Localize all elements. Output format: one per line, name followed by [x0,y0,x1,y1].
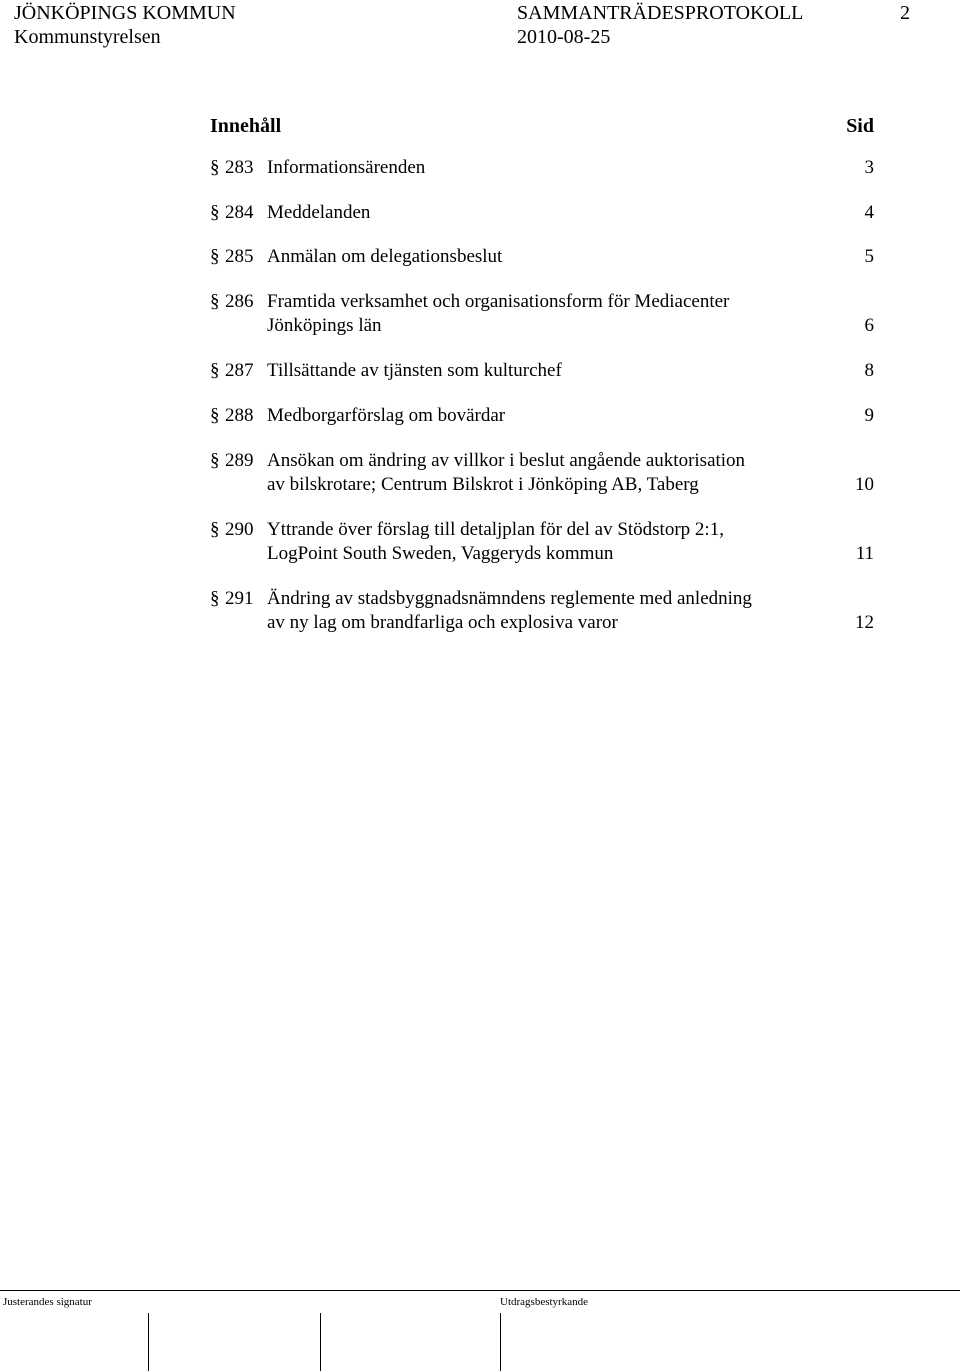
item-number: 291 [225,587,254,609]
item-title-line: Informationsärenden [267,157,426,178]
toc-items [210,156,874,635]
item-page: 12 [855,611,874,633]
item-title-line: av bilskrotare; Centrum Bilskrot i Jönköping AB, Taberg [267,473,699,495]
item-title-line: Framtida verksamhet och organisationsform för Mediacenter [267,291,730,312]
section-symbol: § [210,518,220,540]
section-symbol: § [210,404,220,426]
toc-item [210,404,874,428]
item-number: 283 [225,157,254,178]
department-name: Kommunstyrelsen [14,26,161,48]
toc-item [210,518,874,566]
item-number: 287 [225,360,254,381]
document-type: SAMMANTRÄDESPROTOKOLL [517,2,804,24]
toc-item [210,201,874,225]
signature-label: Justerandes signatur [3,1296,92,1308]
toc-item [210,245,874,269]
item-title [267,201,812,225]
item-number: 289 [225,449,254,471]
item-page: 6 [864,315,874,336]
toc-item [210,449,874,497]
toc-heading: Innehåll [210,115,282,137]
toc-heading-row [210,113,874,139]
item-title [267,290,812,338]
section-symbol: § [210,449,220,471]
item-title [267,449,812,497]
page-footer [0,1290,960,1371]
item-title [267,156,812,180]
document-date: 2010-08-25 [517,26,611,48]
item-title-line: Anmälan om delegationsbeslut [267,246,503,267]
section-symbol: § [210,587,220,609]
item-title-line: Yttrande över förslag till detaljplan för del av Stödstorp 2:1, [267,518,724,540]
item-page: 5 [864,246,874,267]
section-symbol: § [210,201,220,223]
toc-page-heading: Sid [846,115,874,137]
item-title-line: av ny lag om brandfarliga och explosiva varor [267,611,618,633]
page-header [0,0,960,60]
item-title [267,587,812,635]
item-title-line: Ansökan om ändring av villkor i beslut angående auktorisation [267,449,746,471]
item-page: 4 [864,201,874,223]
toc-item [210,290,874,338]
section-symbol: § [210,291,220,312]
item-title-line: LogPoint South Sweden, Vaggeryds kommun [267,542,614,564]
signature-box-divider [320,1313,321,1371]
item-page: 8 [864,360,874,381]
signature-box-divider [148,1313,149,1371]
item-title [267,359,812,383]
item-title-line: Medborgarförslag om bovärdar [267,404,506,426]
section-symbol: § [210,360,220,381]
item-number: 286 [225,291,254,312]
organization-name: JÖNKÖPINGS KOMMUN [14,2,236,24]
item-number: 290 [225,518,254,540]
item-title [267,518,812,566]
toc-item [210,587,874,635]
item-number: 284 [225,201,254,223]
section-symbol: § [210,157,220,178]
table-of-contents [210,113,874,635]
item-title-line: Meddelanden [267,201,371,223]
page-number: 2 [900,2,910,24]
item-title-line: Ändring av stadsbyggnadsnämndens reglemente med anledning [267,587,752,609]
certification-label: Utdragsbestyrkande [500,1296,588,1308]
signature-box-divider [500,1313,501,1371]
item-number: 288 [225,404,254,426]
section-symbol: § [210,246,220,267]
item-page: 3 [864,157,874,178]
toc-item [210,359,874,383]
item-page: 9 [864,404,874,426]
toc-item [210,156,874,180]
item-title [267,245,812,269]
item-title [267,404,812,428]
item-title-line: Jönköpings län [267,315,382,336]
item-page: 11 [855,542,874,564]
item-title-line: Tillsättande av tjänsten som kulturchef [267,360,562,381]
item-number: 285 [225,246,254,267]
item-page: 10 [855,473,874,495]
